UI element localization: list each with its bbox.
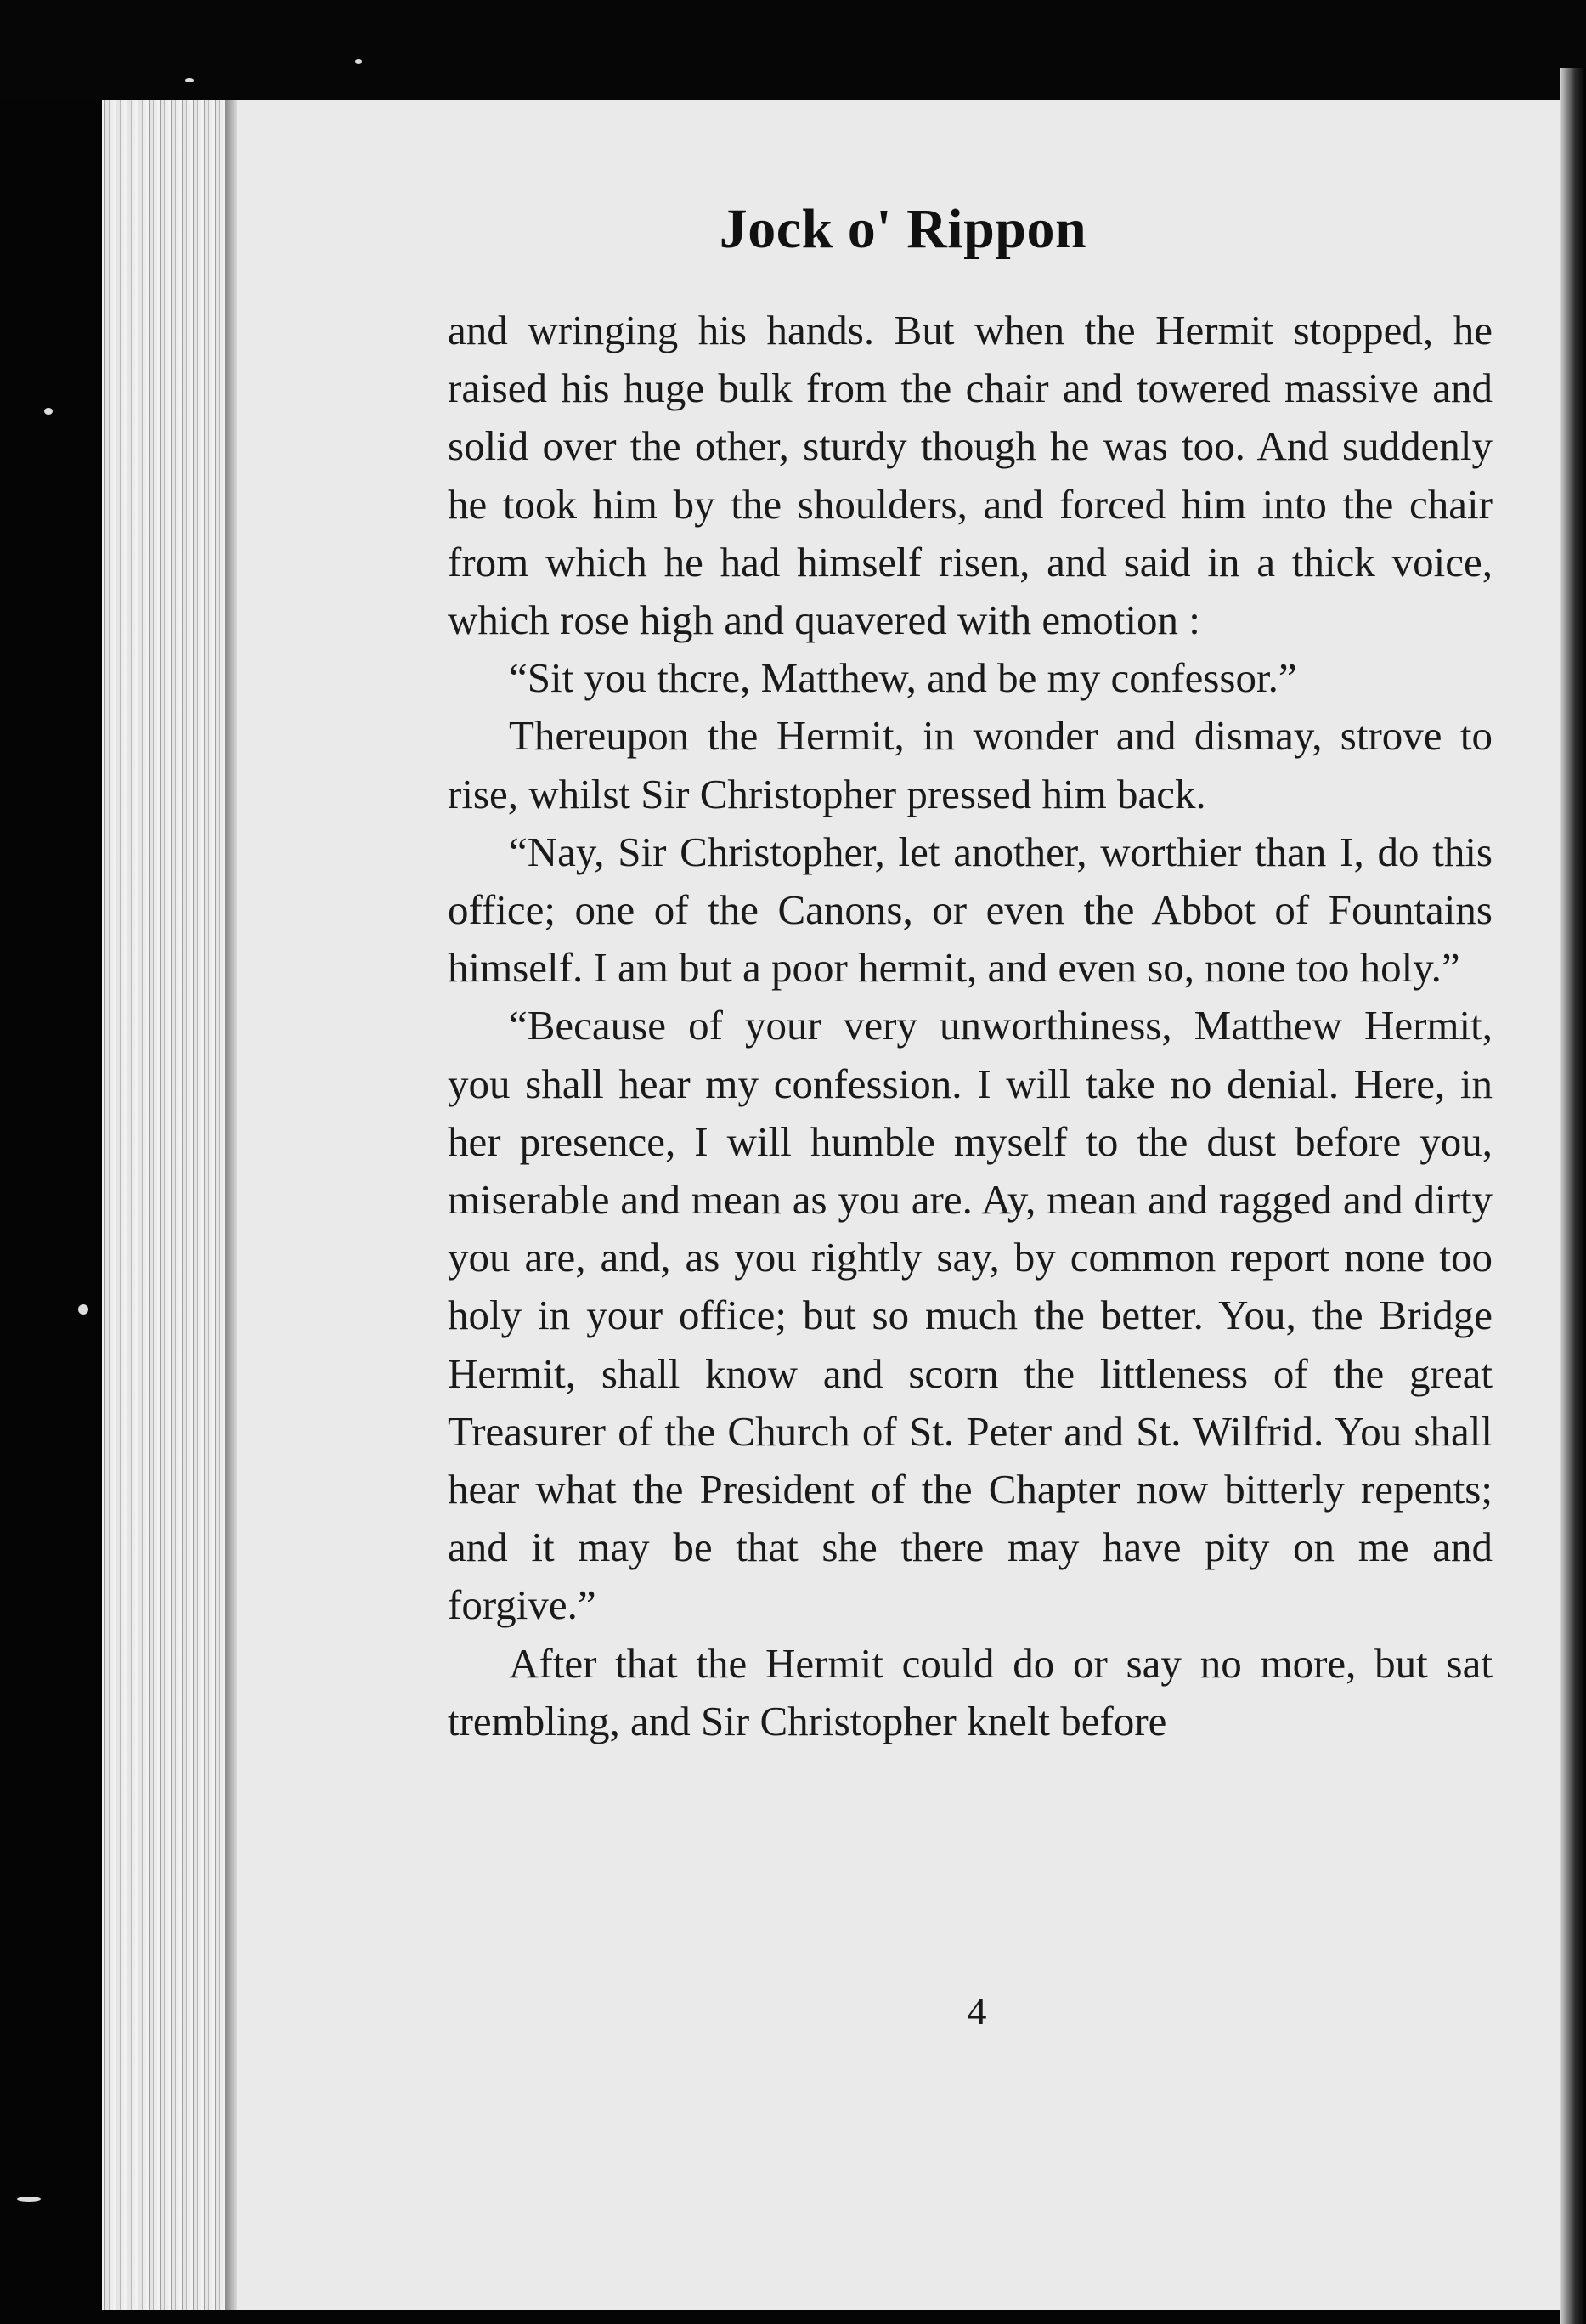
scan-speck xyxy=(44,408,53,415)
scan-speck xyxy=(185,78,194,82)
paragraph: “Because of your very unworthiness, Matthew Hermit, you shall hear my confession. I will take no denial. Here, in her presence, I will humble myself to the dust before you, miserable and mean as you are. Ay, mean and ragged and dirty you are, and, as you rightly say, by common report none too holy in your office; but so much the better. You, the Bridge Hermit, shall know and scorn the littleness of the great Treasurer of the Church of St. Peter and St. Wilfrid. You shall hear what the President of the Chapter now bitterly repents; and it may be that she there may have pity on me and forgive.” xyxy=(448,1002,1493,1629)
scan-speck xyxy=(355,59,362,64)
paragraph: and wringing his hands. But when the Hermit stopped, he raised his huge bulk from the chair and towered massive and solid over the other, sturdy though he was too. And suddenly he took him by the shoulders, and forced him into the chair from which he had himself risen, and said in a thick voice, which rose high and quavered with emotion : xyxy=(448,307,1493,644)
scan-speck xyxy=(17,2197,41,2202)
scan-border-right xyxy=(1560,68,1586,2324)
body-text xyxy=(448,302,1493,1750)
paragraph: “Sit you thcre, Matthew, and be my confessor.” xyxy=(509,654,1297,702)
page-number: 4 xyxy=(967,1989,987,2033)
page-edges xyxy=(102,100,234,2310)
running-head: Jock o' Rippon xyxy=(719,198,1087,260)
paragraph: “Nay, Sir Christopher, let another, worthier than I, do this office; one of the Canons, or even the Abbot of Fountains himself. I am but a poor hermit, and even so, none too holy.” xyxy=(448,828,1493,992)
paragraph: After that the Hermit could do or say no more, but sat trembling, and Sir Christopher knelt before xyxy=(448,1639,1493,1744)
scan-border-top xyxy=(0,0,1586,100)
paragraph: Thereupon the Hermit, in wonder and dismay, strove to rise, whilst Sir Christopher pressed him back. xyxy=(448,712,1493,817)
scan-speck xyxy=(78,1304,88,1315)
gutter-shadow xyxy=(225,100,237,2310)
